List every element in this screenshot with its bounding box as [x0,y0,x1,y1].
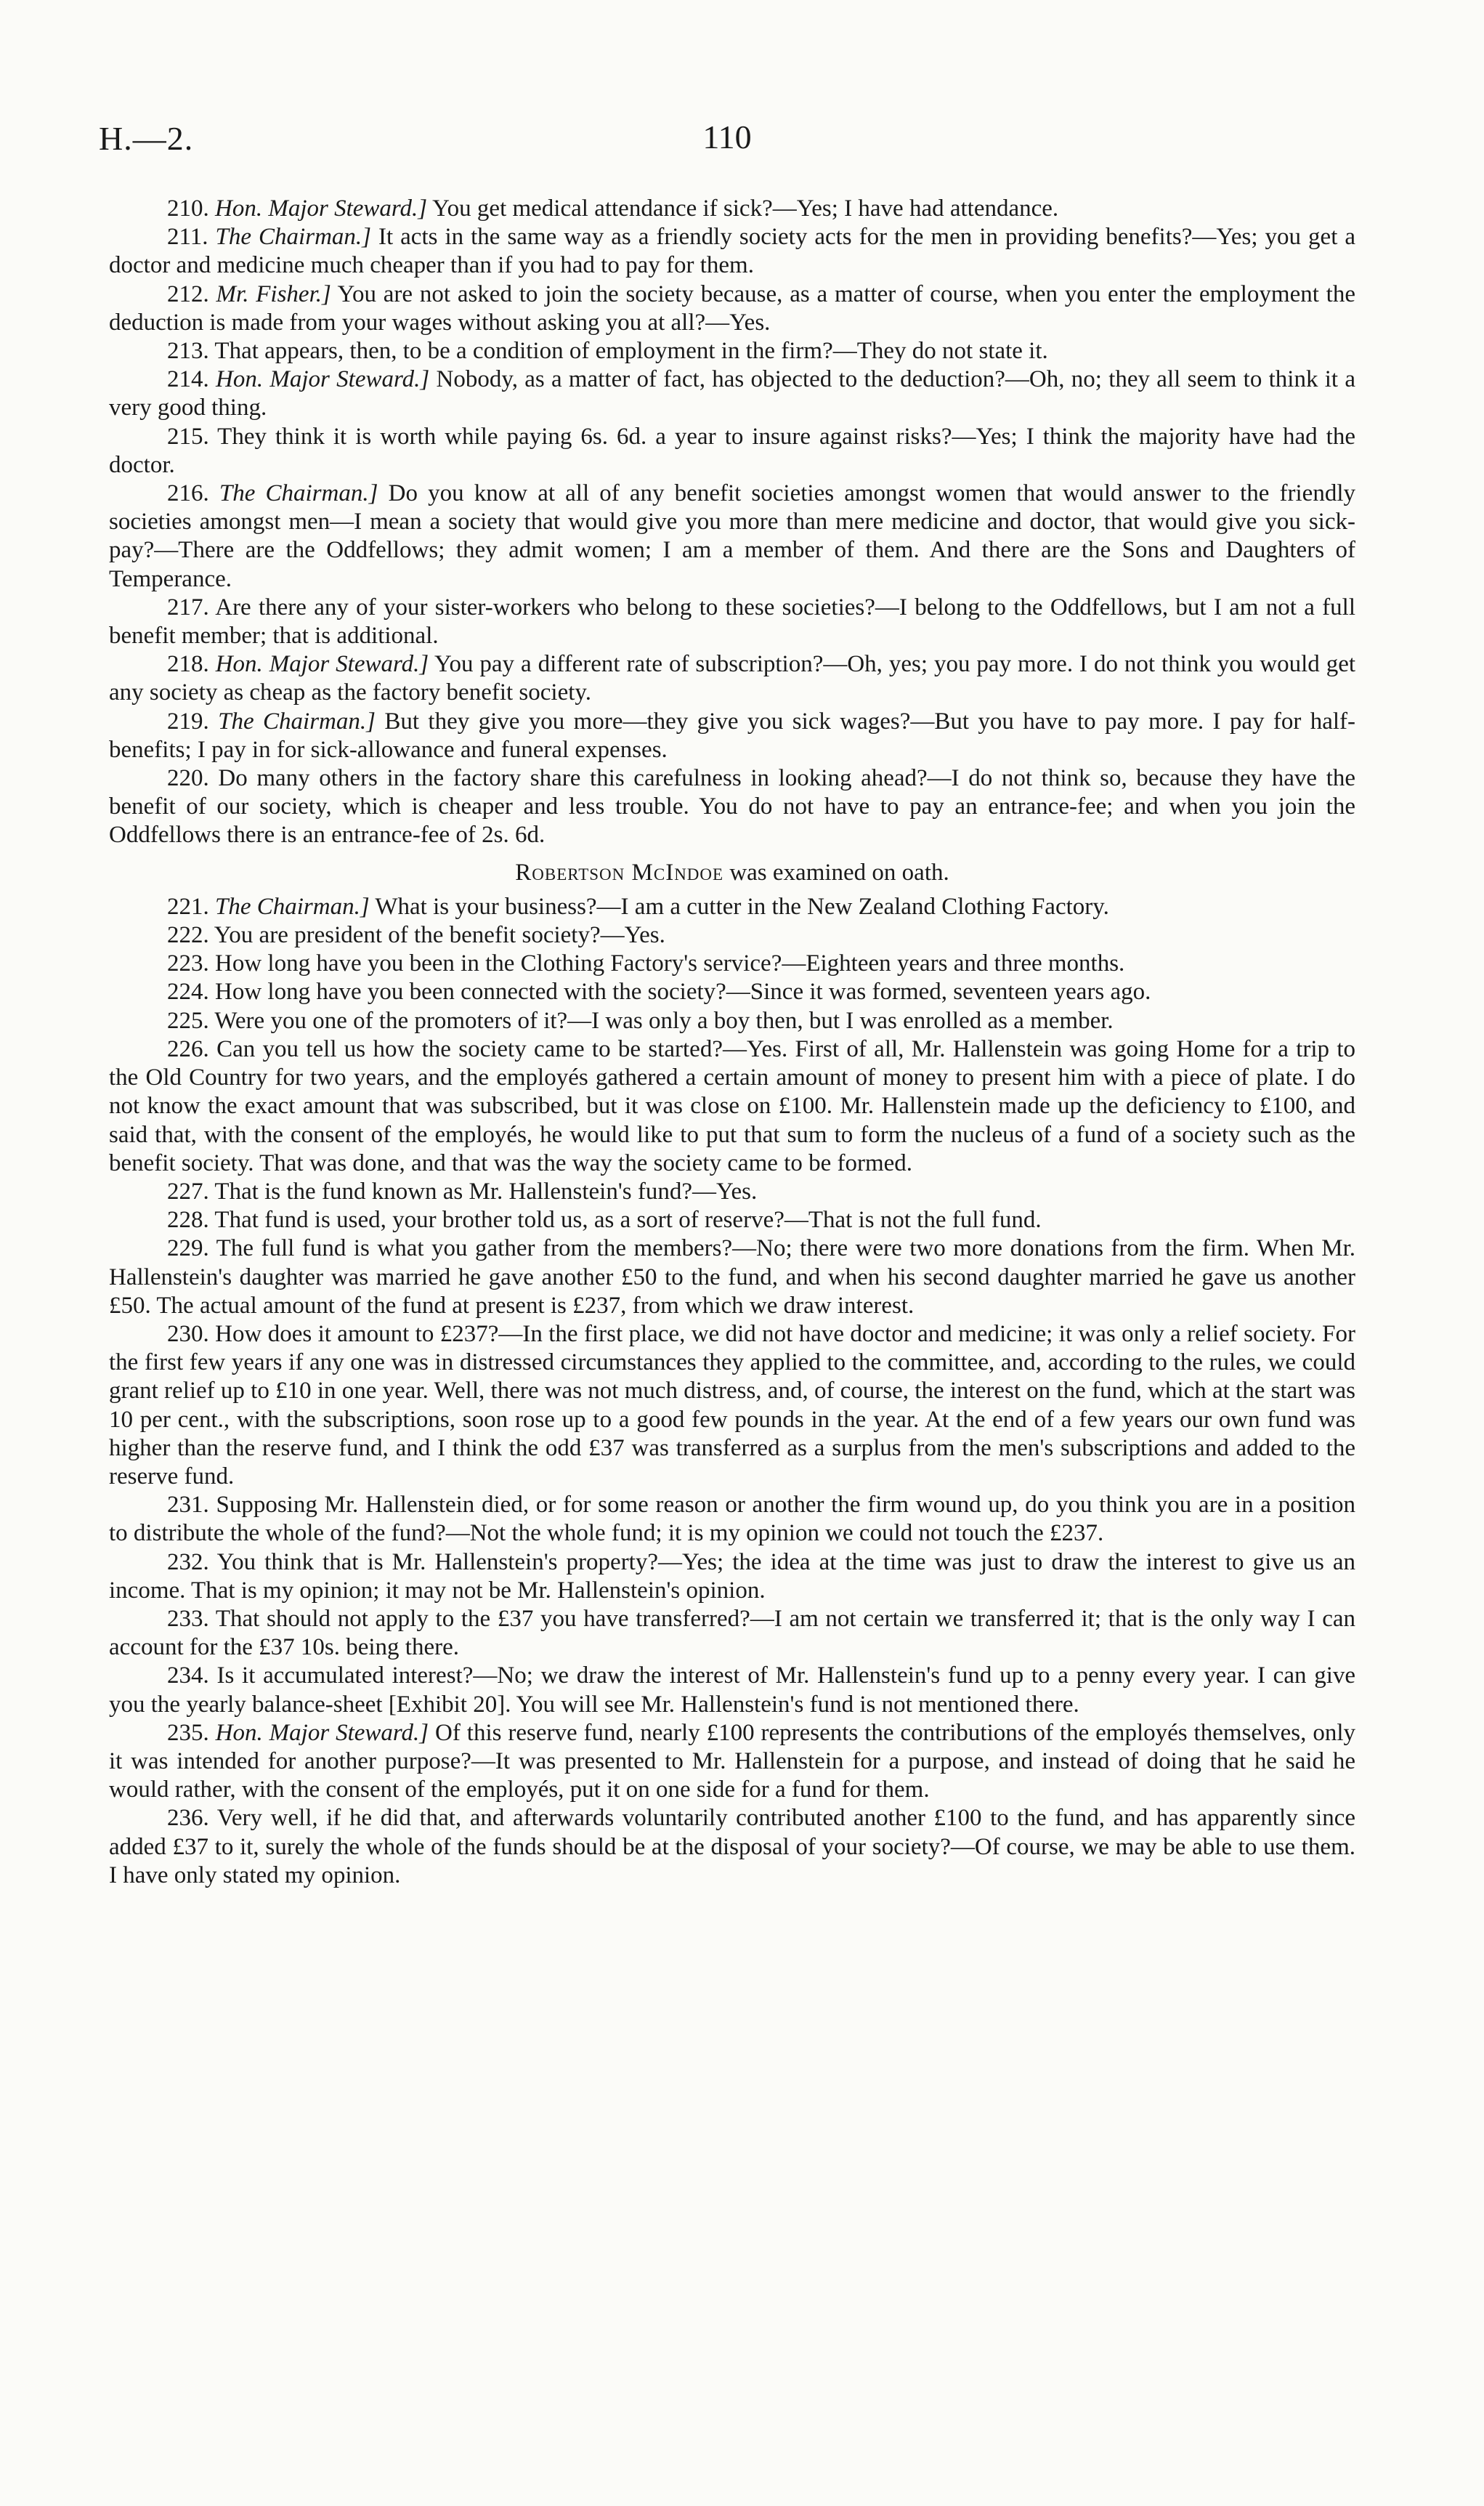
question-paragraph [109,1605,1355,1662]
question-text: That should not apply to the £37 you have transferred?—I am not certain we transferred it; that is the only way I can account for the £37 10s. being there. [109,1605,1355,1661]
question-text: It acts in the same way as a friendly society acts for the men in providing benefits?—Yes; you get a doctor and medicine much cheaper than if you had to pay for them. [109,224,1356,279]
question-text: You get medical attendance if sick?—Yes; I have had attendance. [427,195,1059,222]
question-text: Is it accumulated interest?—No; we draw the interest of Mr. Hallenstein's fund up to a penny every year. I can give you the yearly balance-sheet [Exhibit 20]. You will see Mr. Hallenstein's fund is not mentioned there. [109,1662,1356,1718]
witness-suffix: was examined on oath. [723,859,949,886]
question-number: 217. [167,594,209,621]
question-text: How does it amount to £237?—In the first place, we did not have doctor and medicine; it was only a relief society. For the first few years if any one was in distressed circumstances they applied to the committee, and, according to the rules, we could grant relief up to £10 in one year. Well, there was not much distress, and, of course, the interest on the fund, which at the start was 10 per cent., with the subscriptions, soon rose up to a good few pounds in the year. At the end of a few years our own fund was higher than the reserve fund, and I think the odd £37 was transferred as a surplus from the men's subscriptions and added to the reserve fund. [109,1320,1355,1490]
question-text: You are president of the benefit society?—Yes. [214,922,665,949]
question-text: But they give you more—they give you sick wages?—But you have to pay more. I pay for half-benefits; I pay in for sick-allowance and funeral expenses. [109,708,1356,763]
question-number: 233. [167,1605,209,1632]
question-text: Were you one of the promoters of it?—I was only a boy then, but I was enrolled as a member. [214,1007,1114,1034]
question-number: 234. [167,1662,209,1689]
question-number: 226. [167,1035,209,1062]
question-number: 227. [167,1178,209,1205]
question-paragraph [109,280,1355,337]
question-paragraph [109,1548,1355,1605]
speaker-name: Hon. Major Steward.] [216,366,430,393]
question-text: Do many others in the factory share this carefulness in looking ahead?—I do not think so, because they have the benefit of our society, which is cheaper and less trouble. You do not have to pay an entrance-fee; and when you join the Oddfellows there is an entrance-fee of 2s. 6d. [109,765,1356,849]
question-text: Do you know at all of any benefit societies amongst women that would answer to the friendly societies amongst men—I mean a society that would give you more than mere medicine and doctor, that would give you sick-pay?—There are the Oddfellows; they admit women; I am a member of them. And there are the Sons and Daughters of Temperance. [109,480,1356,592]
speaker-name: Mr. Fisher.] [216,280,331,307]
evidence-group-first [109,195,1355,850]
question-number: 235. [167,1719,209,1746]
question-number: 221. [167,893,209,920]
speaker-name: The Chairman.] [219,480,378,507]
question-text: Supposing Mr. Hallenstein died, or for some reason or another the firm wound up, do you think you are in a position to distribute the whole of the fund?—Not the whole fund; it is my opinion we could not touch the £237. [109,1492,1356,1547]
question-number: 230. [167,1320,209,1347]
question-paragraph [109,337,1355,365]
question-text: They think it is worth while paying 6s. 6d. a year to insure against risks?—Yes; I think the majority have had the doctor. [109,423,1355,478]
question-number: 220. [167,765,209,792]
question-text: How long have you been in the Clothing Factory's service?—Eighteen years and three months. [215,950,1125,977]
document-code: H.—2. [99,120,194,157]
question-paragraph [109,921,1355,950]
question-number: 232. [167,1548,209,1575]
question-paragraph [109,1035,1355,1178]
question-paragraph [109,1804,1355,1890]
question-paragraph [109,223,1355,280]
question-text: Nobody, as a matter of fact, has objected to the deduction?—Oh, no; they all seem to think it a very good thing. [109,366,1355,421]
question-text: You are not asked to join the society because, as a matter of course, when you enter the employment the deduction is made from your wages without asking you at all?—Yes. [109,280,1355,336]
question-number: 236. [167,1805,209,1832]
question-text: What is your business?—I am a cutter in the New Zealand Clothing Factory. [369,893,1109,920]
question-paragraph [109,1007,1355,1035]
question-paragraph [109,423,1355,480]
question-paragraph [109,1719,1355,1805]
question-paragraph [109,1178,1355,1206]
speaker-name: The Chairman.] [215,893,370,920]
question-paragraph [109,1491,1355,1548]
question-paragraph [109,764,1355,850]
question-text: You think that is Mr. Hallenstein's property?—Yes; the idea at the time was just to draw the interest to give us an income. That is my opinion; it may not be Mr. Hallenstein's opinion. [109,1548,1355,1604]
question-paragraph [109,480,1355,594]
speaker-name: The Chairman.] [215,224,371,251]
question-text: That is the fund known as Mr. Hallenstein's fund?—Yes. [214,1178,758,1205]
speaker-name: Hon. Major Steward.] [215,195,428,222]
speaker-name: Hon. Major Steward.] [215,651,429,678]
evidence-group-second [109,893,1355,1890]
question-number: 216. [167,480,209,507]
question-text: You pay a different rate of subscription?—Oh, yes; you pay more. I do not think you would get any society as cheap as the factory benefit society. [109,651,1356,706]
witness-name: Robertson McIndoe [515,859,724,886]
question-number: 219. [167,708,209,735]
question-number: 214. [167,366,209,393]
question-number: 215. [167,423,209,450]
question-number: 223. [167,950,209,977]
question-paragraph [109,708,1355,764]
question-number: 212. [167,280,209,307]
question-number: 222. [167,922,209,949]
question-paragraph [109,594,1355,650]
question-number: 210. [167,195,209,222]
speaker-name: Hon. Major Steward.] [215,1719,429,1746]
question-paragraph [109,1662,1355,1718]
question-paragraph [109,893,1355,921]
question-paragraph [109,365,1355,422]
question-text: That fund is used, your brother told us, as a sort of reserve?—That is not the full fund. [214,1207,1042,1234]
question-text: Can you tell us how the society came to be started?—Yes. First of all, Mr. Hallenstein was going Home for a trip to the Old Country for two years, and the employés gathered a certain amount of money to present him with a piece of plate. I do not know the exact amount that was subscribed, but it was close on £100. Mr. Hallenstein made up the deficiency to £100, and said that, with the consent of the employés, he would like to put that sum to form the nucleus of a fund of a society such as the benefit society. That was done, and that was the way the society came to be formed. [109,1035,1356,1176]
question-number: 225. [167,1007,209,1034]
question-number: 211. [167,224,208,251]
question-paragraph [109,1320,1355,1491]
question-paragraph [109,978,1355,1006]
question-number: 229. [167,1235,209,1262]
question-number: 228. [167,1207,209,1234]
question-paragraph [109,1234,1355,1320]
question-text: Are there any of your sister-workers who belong to these societies?—I belong to the Oddfellows, but I am not a full benefit member; that is additional. [109,594,1355,650]
question-number: 231. [167,1492,209,1519]
evidence-body [109,195,1355,1890]
question-paragraph [109,950,1355,978]
question-text: The full fund is what you gather from the members?—No; there were two more donations from the firm. When Mr. Hallenstein's daughter was married he gave another £50 to the fund, and when his second daughter married he gave us another £50. The actual amount of the fund at present is £237, from which we draw interest. [109,1235,1355,1319]
question-text: How long have you been connected with the society?—Since it was formed, seventeen years ago. [215,979,1151,1006]
question-text: That appears, then, to be a condition of employment in the firm?—They do not state it. [214,338,1048,365]
question-paragraph [109,195,1355,223]
question-number: 213. [167,338,209,365]
question-number: 218. [167,651,209,678]
page-header [99,109,1355,160]
question-text: Very well, if he did that, and afterwards voluntarily contributed another £100 to the fund, and has apparently since added £37 to it, surely the whole of the funds should be at the disposal of your society?—Of course, we may be able to use them. I have only stated my opinion. [109,1805,1355,1888]
question-text: Of this reserve fund, nearly £100 represents the contributions of the employés themselves, only it was intended for another purpose?—It was presented to Mr. Hallenstein for a purpose, and instead of doing that he said he would rather, with the consent of the employés, put it on one side for a fund for them. [109,1719,1355,1803]
question-paragraph [109,650,1355,707]
speaker-name: The Chairman.] [218,708,376,735]
witness-heading [109,859,1355,887]
question-paragraph [109,1206,1355,1234]
question-number: 224. [167,979,209,1006]
page-number: 110 [702,118,752,155]
